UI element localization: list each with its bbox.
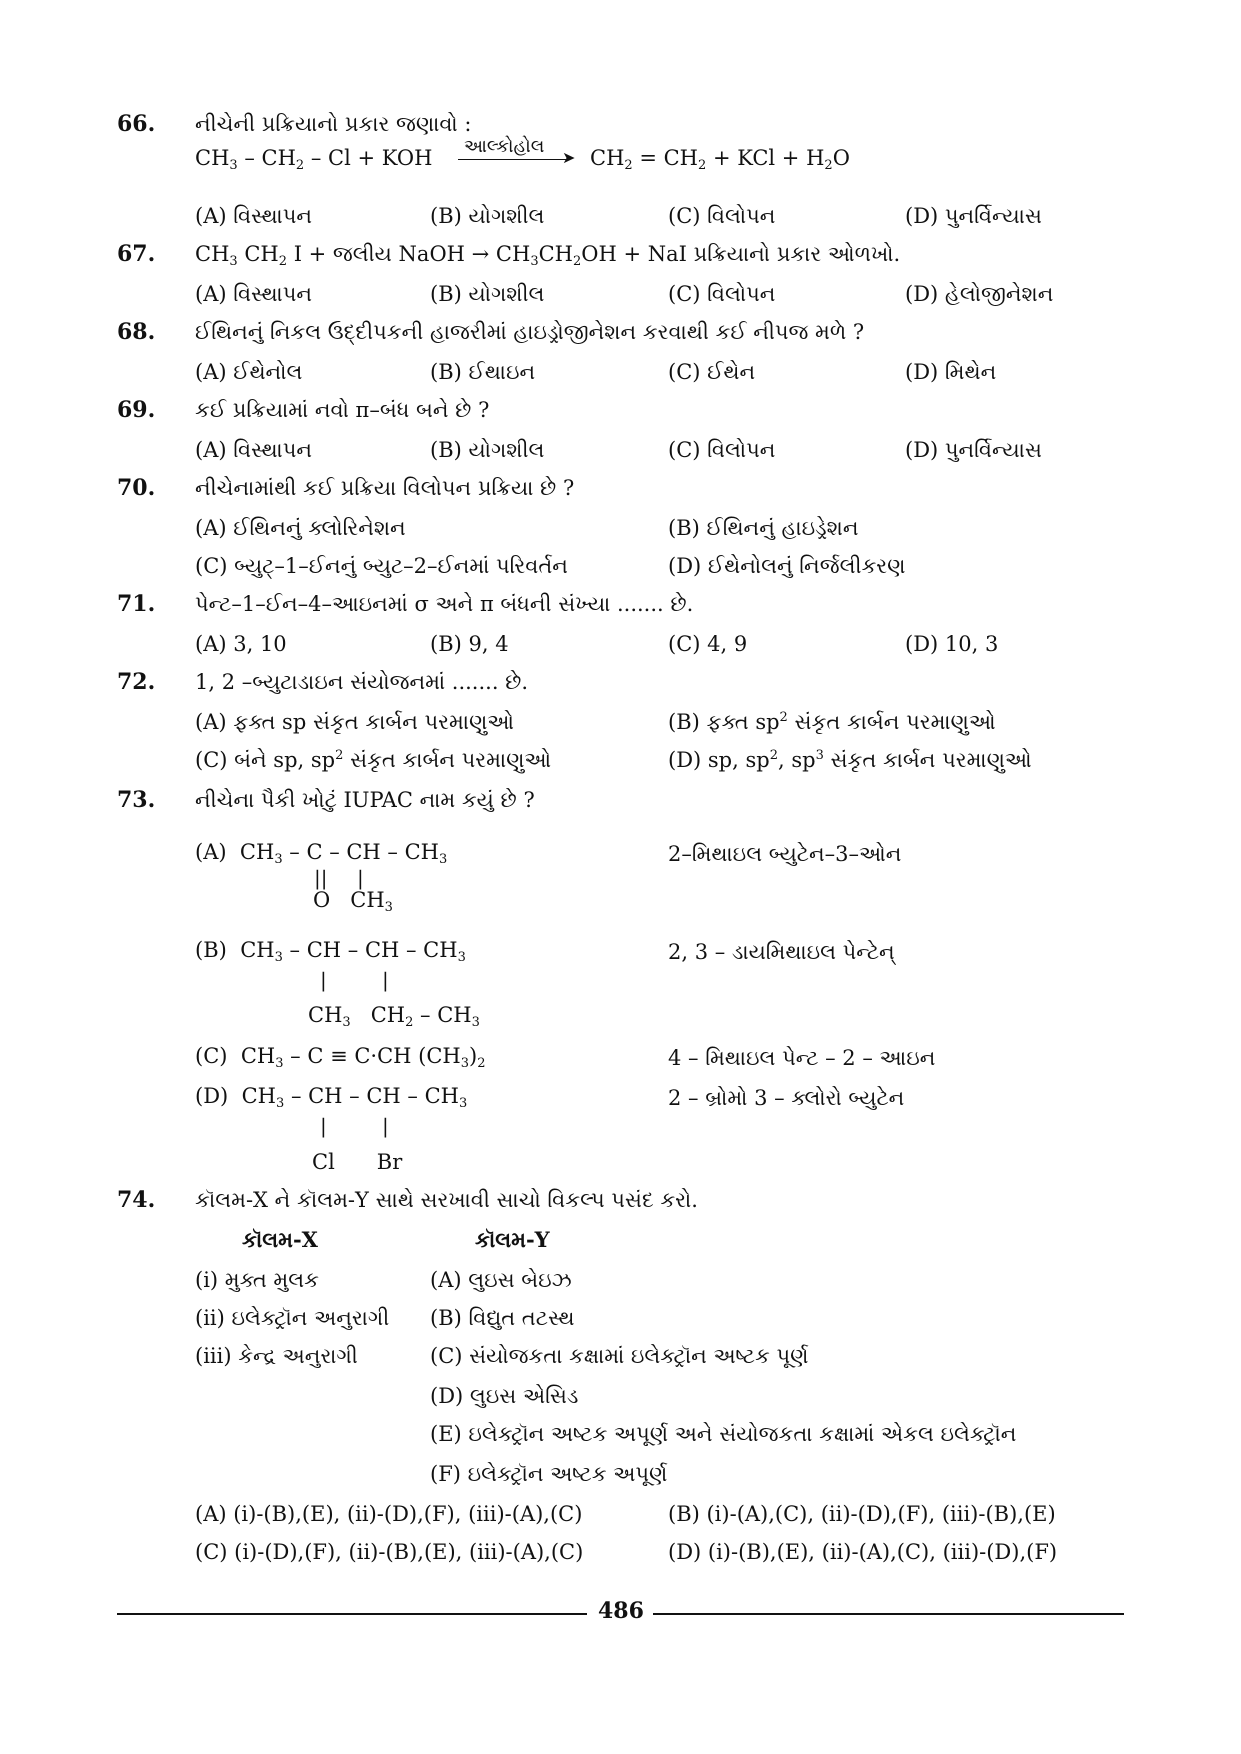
option-c[interactable]: (C) વિલોપન [668, 438, 776, 462]
option-a[interactable]: (A) (i)-(B),(E), (ii)-(D),(F), (iii)-(A),(C) [195, 1502, 583, 1526]
option-c[interactable]: (C) વિલોપન [668, 282, 776, 306]
option-c-name: 4 – મિથાઇલ પેન્ટ – 2 – આઇન [668, 1046, 936, 1070]
column-x-header: કૉલમ-X [242, 1227, 318, 1252]
single-bond: | [320, 968, 327, 992]
option-a[interactable]: (A) 3, 10 [195, 632, 287, 656]
option-a-formula[interactable]: (A) $CH_3$ – C – CH – $CH_3$ [195, 840, 448, 867]
column-y-item: (F) ઇલેક્ટ્રૉન અષ્ટક અપૂર્ણ [430, 1462, 668, 1486]
option-d[interactable]: (D) (i)-(B),(E), (ii)-(A),(C), (iii)-(D),(F) [668, 1540, 1058, 1564]
option-d[interactable]: (D) sp, $sp^2$, $sp^3$ સંકૃત કાર્બન પરમાણુઓ [668, 748, 1032, 772]
option-d[interactable]: (D) હેલોજીનેશન [905, 282, 1054, 306]
option-b[interactable]: (B) (i)-(A),(C), (ii)-(D),(F), (iii)-(B),(E) [668, 1502, 1056, 1526]
option-b[interactable]: (B) યોગશીલ [430, 204, 545, 228]
option-a[interactable]: (A) વિસ્થાપન [195, 282, 312, 306]
reaction-66-right: $CH_2 = CH_2$ + KCl + $H_2O$ [590, 146, 850, 173]
option-b-name: 2, 3 – ડાયમિથાઇલ પેન્ટેન્ [668, 940, 895, 964]
question-number: 74. [117, 1187, 156, 1213]
option-b[interactable]: (B) યોગશીલ [430, 282, 545, 306]
option-c[interactable]: (C) બ્યુટ્–1–ઈનનું બ્યુટ–2–ઈનમાં પરિવર્તન [195, 554, 568, 578]
question-number: 69. [117, 397, 156, 423]
question-number: 71. [117, 591, 156, 617]
option-c[interactable]: (C) બંને sp, $sp^2$ સંકૃત કાર્બન પરમાણુઓ [195, 748, 552, 772]
single-bond: | [357, 866, 364, 890]
question-number: 73. [117, 787, 156, 813]
option-a[interactable]: (A) ઈથિનનું ક્લોરિનેશન [195, 516, 406, 540]
question-text: કઈ પ્રક્રિયામાં નવો π–બંધ બને છે ? [195, 398, 490, 422]
question-text: 1, 2 –બ્યુટાડાઇન સંયોજનમાં ....... છે. [195, 670, 529, 694]
option-b[interactable]: (B) ઈથાઇન [430, 360, 536, 384]
question-number: 67. [117, 241, 156, 267]
arrow-shaft [458, 159, 568, 160]
option-d[interactable]: (D) મિથેન [905, 360, 997, 384]
question-number: 72. [117, 669, 156, 695]
option-a[interactable]: (A) વિસ્થાપન [195, 438, 312, 462]
question-text: $CH_3$ $CH_2$ I + જલીય NaOH → $CH_3CH_2OH$ + NaI પ્રક્રિયાનો પ્રકાર ઓળખો. [195, 242, 901, 269]
question-text: નીચેની પ્રક્રિયાનો પ્રકાર જણાવો : [195, 112, 472, 136]
question-text: પેન્ટ–1–ઈન–4–આઇનમાં σ અને π બંધની સંખ્યા ....... છે. [195, 592, 694, 616]
option-b[interactable]: (B) ઈથિનનું હાઇડ્રેશન [668, 516, 859, 540]
option-d-substituents: Cl Br [312, 1150, 403, 1174]
option-c-formula[interactable]: (C) $CH_3 - C \equiv C\cdot CH$ $(CH_3)_2$ [195, 1044, 486, 1071]
option-d[interactable]: (D) 10, 3 [905, 632, 999, 656]
option-c[interactable]: (C) 4, 9 [668, 632, 748, 656]
option-c[interactable]: (C) ઈથેન [668, 360, 756, 384]
option-b[interactable]: (B) 9, 4 [430, 632, 509, 656]
option-b[interactable]: (B) યોગશીલ [430, 438, 545, 462]
option-a[interactable]: (A) ફક્ત sp સંકૃત કાર્બન પરમાણુઓ [195, 710, 515, 734]
column-x-item: (iii) કેન્દ્ર અનુરાગી [195, 1344, 358, 1368]
page-number: 486 [598, 1598, 644, 1624]
option-d[interactable]: (D) પુનર્વિન્યાસ [905, 438, 1042, 462]
option-d-formula[interactable]: (D) $CH_3$ – CH – CH – $CH_3$ [195, 1084, 468, 1111]
question-number: 70. [117, 475, 156, 501]
footer-rule-right [653, 1613, 1124, 1615]
question-text: નીચેનામાંથી કઈ પ્રક્રિયા વિલોપન પ્રક્રિયા છે ? [195, 476, 575, 500]
column-y-item: (C) સંયોજકતા કક્ષામાં ઇલેક્ટ્રૉન અષ્ટક પૂર્ણ [430, 1344, 809, 1368]
reaction-arrow [458, 136, 578, 170]
column-y-item: (D) લુઇસ એસિડ [430, 1384, 579, 1408]
arrow-label: આલ્કોહોલ [464, 136, 545, 157]
arrow-head-icon: ➤ [562, 148, 576, 167]
option-c[interactable]: (C) વિલોપન [668, 204, 776, 228]
option-a[interactable]: (A) ઈથેનોલ [195, 360, 303, 384]
column-x-item: (i) મુક્ત મુલક [195, 1268, 319, 1292]
column-y-item: (A) લુઇસ બેઇઝ [430, 1268, 572, 1292]
option-d-name: 2 – બ્રોમો 3 – ક્લોરો બ્યુટેન [668, 1086, 905, 1110]
option-d[interactable]: (D) પુનર્વિન્યાસ [905, 204, 1042, 228]
option-b[interactable]: (B) ફક્ત $sp^2$ સંકૃત કાર્બન પરમાણુઓ [668, 710, 996, 734]
question-text: ઈથિનનું નિકલ ઉદ્દીપકની હાજરીમાં હાઇડ્રોજીનેશન કરવાથી કઈ નીપજ મળે ? [195, 320, 865, 344]
double-bond: || [314, 866, 328, 890]
column-y-item: (E) ઇલેક્ટ્રૉન અષ્ટક અપૂર્ણ અને સંયોજકતા કક્ષામાં એકલ ઇલેક્ટ્રૉન [430, 1422, 1017, 1446]
question-text: કૉલમ-X ને કૉલમ-Y સાથે સરખાવી સાચો વિકલ્પ પસંદ કરો. [195, 1188, 698, 1212]
footer-rule-left [117, 1613, 587, 1615]
reaction-66-left: $CH_3 - CH_2$ – Cl + KOH [195, 146, 433, 173]
single-bond: | [382, 1114, 389, 1138]
question-text: નીચેના પૈકી ખોટું IUPAC નામ કયું છે ? [195, 788, 535, 812]
question-number: 66. [117, 111, 156, 137]
single-bond: | [382, 968, 389, 992]
option-a[interactable]: (A) વિસ્થાપન [195, 204, 312, 228]
column-y-header: કૉલમ-Y [475, 1227, 550, 1252]
column-x-item: (ii) ઇલેક્ટ્રૉન અનુરાગી [195, 1306, 390, 1330]
column-y-item: (B) વિદ્યુત તટસ્થ [430, 1306, 575, 1330]
question-number: 68. [117, 319, 156, 345]
option-c[interactable]: (C) (i)-(D),(F), (ii)-(B),(E), (iii)-(A),(C) [195, 1540, 584, 1564]
option-a-substituents: O $CH_3$ [313, 888, 393, 915]
option-b-formula[interactable]: (B) $CH_3$ – CH – CH – $CH_3$ [195, 938, 466, 965]
single-bond: | [320, 1114, 327, 1138]
option-d[interactable]: (D) ઈથેનોલનું નિર્જલીકરણ [668, 554, 906, 578]
option-b-substituents: $CH_3$ $CH_2 - CH_3$ [308, 1003, 480, 1030]
option-a-name: 2–મિથાઇલ બ્યુટેન–3–ઓન [668, 842, 902, 866]
